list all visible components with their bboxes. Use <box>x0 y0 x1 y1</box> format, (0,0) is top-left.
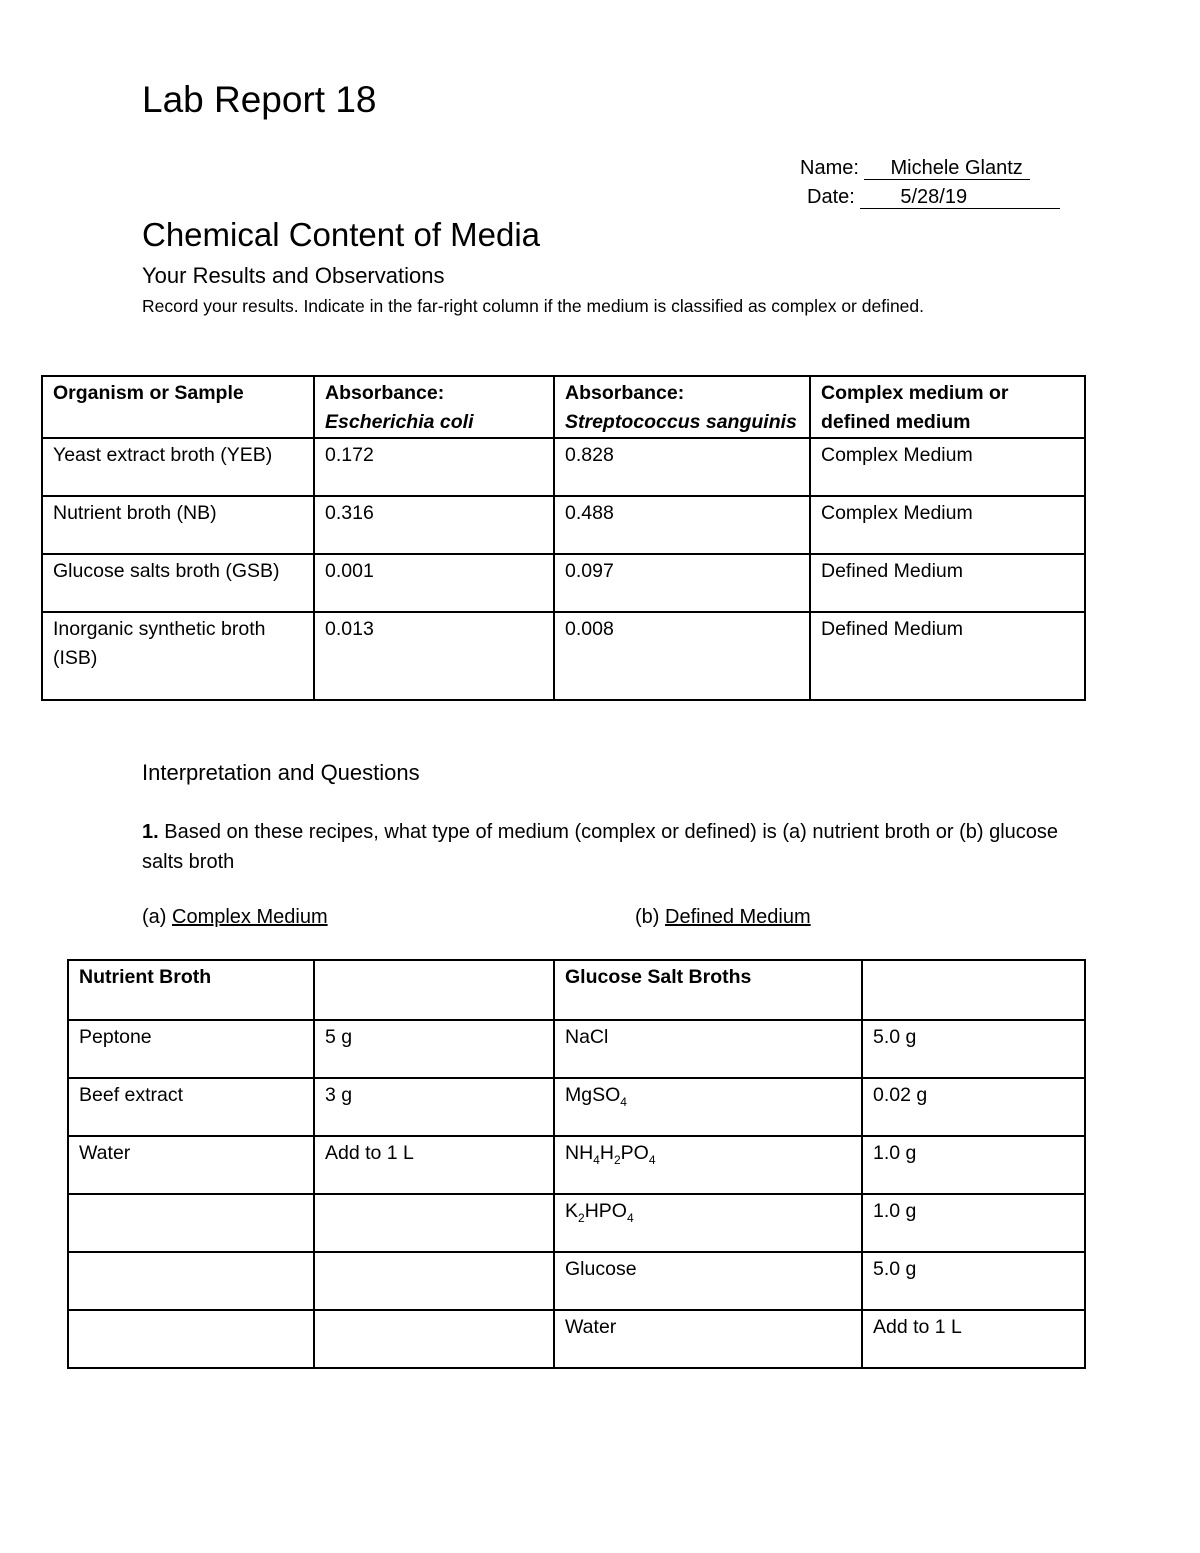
nb-ingredient-cell: Water <box>68 1136 314 1194</box>
header-classification: Complex medium or defined medium <box>810 376 1085 438</box>
gs-amount-cell: 5.0 g <box>862 1020 1085 1078</box>
question-1 <box>142 817 1072 877</box>
date-value: 5/28/19 <box>860 186 1060 209</box>
formula-subscript: 2 <box>578 1210 585 1225</box>
nb-amount-cell: Add to 1 L <box>314 1136 554 1194</box>
table-row <box>68 1136 1085 1194</box>
answer-a-value: Complex Medium <box>172 906 328 928</box>
name-label: Name: <box>800 157 859 179</box>
nutrient-broth-header: Nutrient Broth <box>68 960 314 1020</box>
header-sample: Organism or Sample <box>42 376 314 438</box>
nb-amount-cell <box>314 1252 554 1310</box>
answer-a <box>142 903 328 931</box>
strep-absorbance-cell: 0.828 <box>554 438 810 496</box>
nb-amount-cell: 3 g <box>314 1078 554 1136</box>
gs-ingredient-cell: NaCl <box>554 1020 862 1078</box>
gs-ingredient-cell: Water <box>554 1310 862 1368</box>
results-heading: Your Results and Observations <box>142 263 445 288</box>
medium-type-cell: Defined Medium <box>810 612 1085 700</box>
medium-type-cell: Complex Medium <box>810 438 1085 496</box>
formula-subscript: 4 <box>626 1210 634 1225</box>
table-row <box>42 612 1085 700</box>
gs-ingredient-cell <box>554 1136 862 1194</box>
medium-type-cell: Defined Medium <box>810 554 1085 612</box>
name-field <box>800 155 1030 181</box>
nb-ingredient-cell <box>68 1252 314 1310</box>
organism-name: Streptococcus sanguinis <box>565 411 797 433</box>
formula-subscript: 2 <box>613 1152 621 1167</box>
answer-a-label: (a) <box>142 906 167 928</box>
strep-absorbance-cell: 0.008 <box>554 612 810 700</box>
glucose-salt-broths-header: Glucose Salt Broths <box>554 960 862 1020</box>
formula-subscript: 4 <box>620 1094 627 1109</box>
empty-cell <box>314 960 554 1020</box>
interpretation-heading: Interpretation and Questions <box>142 760 420 785</box>
header-absorbance-ecoli <box>314 376 554 438</box>
nb-ingredient-cell <box>68 1194 314 1252</box>
table-row <box>68 1310 1085 1368</box>
formula-part: NH <box>565 1142 594 1164</box>
gs-amount-cell: 5.0 g <box>862 1252 1085 1310</box>
nb-amount-cell: 5 g <box>314 1020 554 1078</box>
answer-b <box>635 903 811 931</box>
medium-type-cell: Complex Medium <box>810 496 1085 554</box>
results-instructions: Record your results. Indicate in the far-right column if the medium is classified as complex or defined. <box>142 296 925 316</box>
formula-subscript: 4 <box>593 1152 600 1167</box>
results-table <box>41 375 1086 701</box>
ecoli-absorbance-cell: 0.316 <box>314 496 554 554</box>
gs-ingredient-cell <box>554 1078 862 1136</box>
date-field <box>807 184 1060 210</box>
table-row <box>42 554 1085 612</box>
table-row <box>68 1252 1085 1310</box>
table-row <box>68 1078 1085 1136</box>
recipe-header-row <box>68 960 1085 1020</box>
gs-amount-cell: 0.02 g <box>862 1078 1085 1136</box>
sample-cell: Glucose salts broth (GSB) <box>42 554 314 612</box>
recipe-table <box>67 959 1086 1369</box>
formula-subscript: 4 <box>648 1152 656 1167</box>
table-row <box>42 438 1085 496</box>
empty-cell <box>862 960 1085 1020</box>
formula-part: H <box>599 1142 614 1164</box>
sample-cell: Nutrient broth (NB) <box>42 496 314 554</box>
sample-cell: Yeast extract broth (YEB) <box>42 438 314 496</box>
gs-amount-cell: Add to 1 L <box>862 1310 1085 1368</box>
table-row <box>68 1194 1085 1252</box>
ecoli-absorbance-cell: 0.172 <box>314 438 554 496</box>
question-number: 1. <box>142 821 159 843</box>
nb-amount-cell <box>314 1310 554 1368</box>
absorbance-label: Absorbance: <box>565 382 685 404</box>
header-absorbance-strep <box>554 376 810 438</box>
results-header-row <box>42 376 1085 438</box>
gs-ingredient-cell <box>554 1194 862 1252</box>
formula-part: MgSO <box>565 1084 621 1106</box>
ecoli-absorbance-cell: 0.001 <box>314 554 554 612</box>
formula-part: K <box>565 1200 579 1222</box>
answer-b-value: Defined Medium <box>665 906 811 928</box>
sample-cell: Inorganic synthetic broth (ISB) <box>42 612 314 700</box>
table-row <box>68 1020 1085 1078</box>
organism-name: Escherichia coli <box>325 411 474 433</box>
formula-part: HPO <box>584 1200 627 1222</box>
strep-absorbance-cell: 0.488 <box>554 496 810 554</box>
strep-absorbance-cell: 0.097 <box>554 554 810 612</box>
date-label: Date: <box>807 186 855 208</box>
answer-b-label: (b) <box>635 906 660 928</box>
section-title: Chemical Content of Media <box>142 216 541 253</box>
ecoli-absorbance-cell: 0.013 <box>314 612 554 700</box>
formula-part: PO <box>620 1142 649 1164</box>
name-value: Michele Glantz <box>864 157 1030 180</box>
gs-amount-cell: 1.0 g <box>862 1136 1085 1194</box>
nb-amount-cell <box>314 1194 554 1252</box>
gs-ingredient-cell: Glucose <box>554 1252 862 1310</box>
table-row <box>42 496 1085 554</box>
nb-ingredient-cell: Peptone <box>68 1020 314 1078</box>
absorbance-label: Absorbance: <box>325 382 445 404</box>
document-title: Lab Report 18 <box>142 79 377 120</box>
gs-amount-cell: 1.0 g <box>862 1194 1085 1252</box>
question-text: Based on these recipes, what type of medium (complex or defined) is (a) nutrient broth or (b) glucose salts broth <box>142 821 1059 873</box>
nb-ingredient-cell <box>68 1310 314 1368</box>
nb-ingredient-cell: Beef extract <box>68 1078 314 1136</box>
